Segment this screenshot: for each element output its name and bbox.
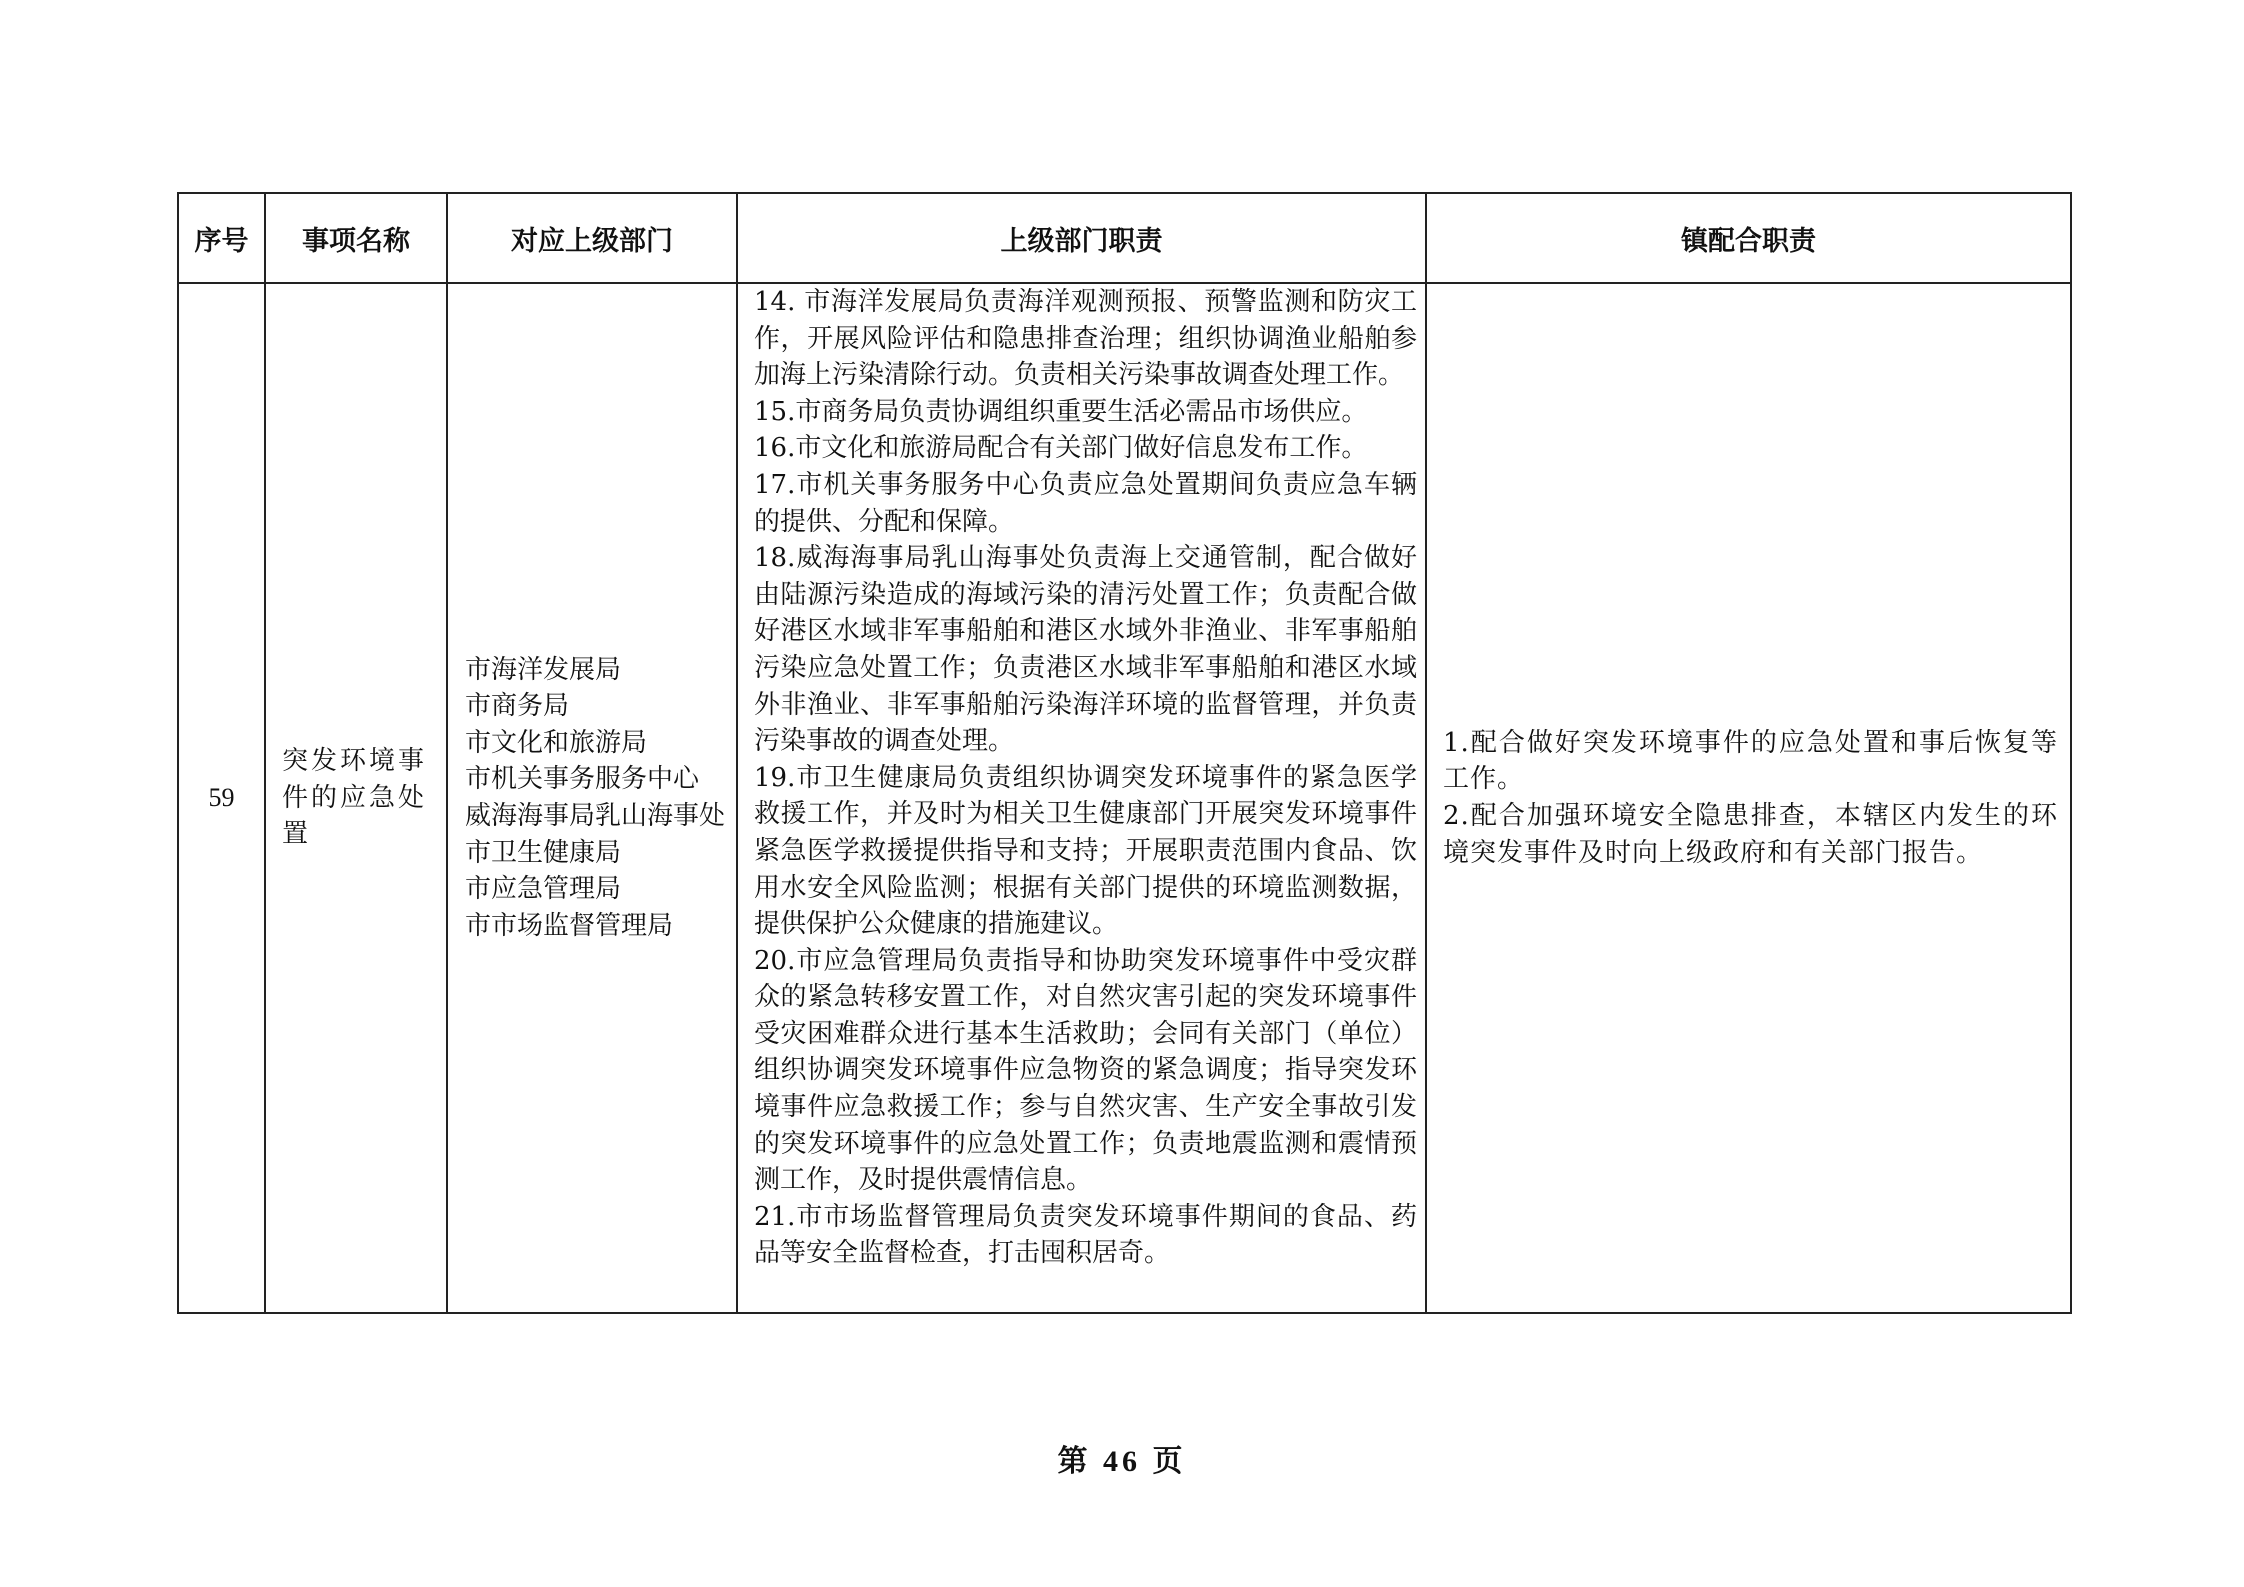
row-number: 59 bbox=[178, 283, 265, 1313]
table-header-row bbox=[178, 193, 2071, 283]
town-duty-paragraph: 1.配合做好突发环境事件的应急处置和事后恢复等工作。 bbox=[1443, 727, 2058, 795]
header-town-duties: 镇配合职责 bbox=[1426, 193, 2071, 283]
department-item: 市海洋发展局 bbox=[465, 654, 622, 685]
duty-paragraph: 17.市机关事务服务中心负责应急处置期间负责应急车辆的提供、分配和保障。 bbox=[754, 469, 1417, 537]
department-list bbox=[447, 283, 737, 1313]
superior-duties-cell bbox=[737, 283, 1426, 1313]
duty-paragraph: 15.市商务局负责协调组织重要生活必需品市场供应。 bbox=[754, 396, 1368, 427]
department-item: 威海海事局乳山海事处 bbox=[465, 801, 726, 831]
town-duty-paragraph: 2.配合加强环境安全隐患排查，本辖区内发生的环境突发事件及时向上级政府和有关部门报告。 bbox=[1443, 801, 2058, 868]
header-number: 序号 bbox=[178, 193, 265, 283]
department-item: 市文化和旅游局 bbox=[465, 727, 648, 758]
department-item: 市市场监督管理局 bbox=[465, 910, 674, 941]
page-number: 第 46 页 bbox=[1057, 1445, 1187, 1478]
table-row bbox=[178, 283, 2071, 1313]
town-duties-cell bbox=[1426, 283, 2071, 1313]
department-item: 市机关事务服务中心 bbox=[465, 764, 700, 795]
header-superior-duties: 上级部门职责 bbox=[737, 193, 1426, 283]
duty-paragraph: 14. 市海洋发展局负责海洋观测预报、预警监测和防灾工作，开展风险评估和隐患排查治理；组织协调渔业船舶参加海上污染清除行动。负责相关污染事故调查处理工作。 bbox=[754, 287, 1417, 391]
duty-paragraph: 19.市卫生健康局负责组织协调突发环境事件的紧急医学救援工作，并及时为相关卫生健康部门开展突发环境事件紧急医学救援提供指导和支持；开展职责范围内食品、饮用水安全风险监测；根据有关部门提供的环境监测数据，提供保护公众健康的措施建议。 bbox=[754, 762, 1417, 940]
duty-paragraph: 18.威海海事局乳山海事处负责海上交通管制，配合做好由陆源污染造成的海域污染的清污处置工作；负责配合做好港区水域非军事船舶和港区水域外非渔业、非军事船舶污染应急处置工作；负责港区水域非军事船舶和港区水域外非渔业、非军事船舶污染海洋环境的监督管理，并负责污染事故的调查处理。 bbox=[754, 543, 1417, 757]
header-item-name: 事项名称 bbox=[265, 193, 447, 283]
item-name: 突发环境事件的应急处置 bbox=[265, 283, 447, 1313]
responsibility-table bbox=[177, 192, 2072, 1314]
duty-paragraph: 20.市应急管理局负责指导和协助突发环境事件中受灾群众的紧急转移安置工作，对自然灾害引起的突发环境事件受灾困难群众进行基本生活救助；会同有关部门（单位）组织协调突发环境事件应急物资的紧急调度；指导突发环境事件应急救援工作；参与自然灾害、生产安全事故引发的突发环境事件的应急处置工作；负责地震监测和震情预测工作，及时提供震情信息。 bbox=[754, 945, 1417, 1196]
department-item: 市应急管理局 bbox=[465, 874, 622, 905]
department-item: 市卫生健康局 bbox=[465, 837, 622, 868]
department-item: 市商务局 bbox=[465, 691, 570, 722]
duty-paragraph: 16.市文化和旅游局配合有关部门做好信息发布工作。 bbox=[754, 433, 1368, 464]
header-superior-department: 对应上级部门 bbox=[447, 193, 737, 283]
duty-paragraph: 21.市市场监督管理局负责突发环境事件期间的食品、药品等安全监督检查，打击囤积居奇。 bbox=[754, 1201, 1417, 1269]
